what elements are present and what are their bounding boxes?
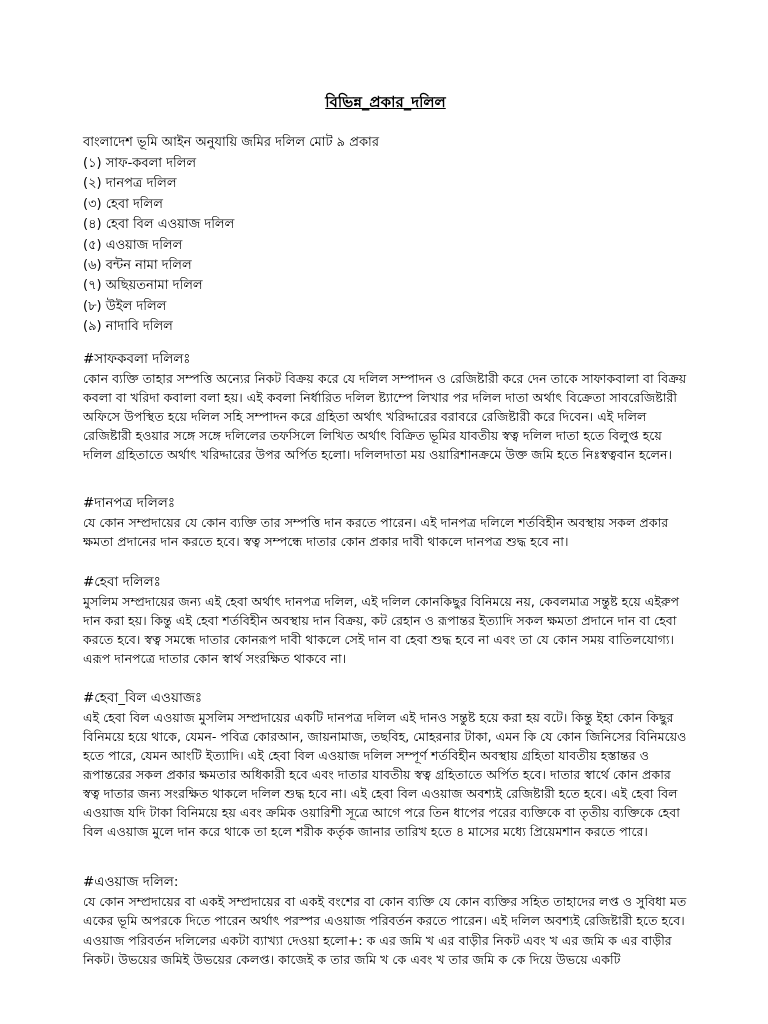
section-heba-bil-ewaj [83, 689, 688, 841]
list-item: (১) সাফ-কবলা দলিল [83, 156, 197, 171]
section-danpatra [83, 494, 688, 551]
list-item: (৭) অছিয়তনামা দলিল [83, 278, 203, 294]
intro-text: বাংলাদেশ ভূমি আইন অনুযায়ি জমির দলিল মোট ৯ প্রকার [83, 135, 379, 150]
section-paragraph: এওয়াজ পরিবর্তন দলিলের একটা ব্যাখ্যা দেওয়া হলো+: ক এর জমি খ এর বাড়ীর নিকট এবং খ এর জমি ক এর বাড়ীর নিকট। উভয়ের জমিই উভয়ের কেলপ্ত। কাজেই ক তার জমি খ কে এবং খ তার জমি ক কে দিয়ে উভয়ে একটি [83, 933, 672, 967]
section-heading: #হেবা_বিল এওয়াজঃ [83, 690, 203, 706]
list-item: (৬) বন্টন নামা দলিল [83, 257, 192, 273]
list-item: (৫) এওয়াজ দলিল [83, 237, 183, 253]
document-title: বিভিন্ন_প্রকার_দলিল [325, 93, 446, 111]
section-heba [83, 573, 688, 668]
section-paragraph: মুসলিম সম্প্রদায়ের জন্য এই হেবা অর্থাৎ দানপত্র দলিল, এই দলিল কোনকিছুর বিনিময়ে নয়, কেবলমাত্র সন্তুষ্ট হয়ে এইরুপ দান করা হয়। কিন্তু এই হেবা শর্তবিহীন অবস্থায় দান বিক্রয়, কট রেহান ও রূপান্তর ইত্যাদি সকল ক্ষমতা প্রদানে দান বা হেবা করতে হবে। স্বত্ব সমন্ধে দাতার কোনরূপ দাবী থাকলে সেই দান বা হেবা শুদ্ধ হবে না এবং তা যে কোন সময় বাতিলযোগ্য। এরূপ দানপত্রে দাতার কোন স্বার্থ সংরক্ষিত থাকবে না। [83, 594, 680, 666]
section-saf-kabala [83, 350, 688, 464]
section-heading: #হেবা দলিলঃ [83, 574, 161, 590]
list-item: (৪) হেবা বিল এওয়াজ দলিল [83, 217, 235, 233]
section-heading: #এওয়াজ দলিল: [83, 874, 179, 890]
section-paragraph: এই হেবা বিল এওয়াজ মুসলিম সম্প্রদায়ের একটি দানপত্র দলিল এই দানও সন্তুষ্ট হয়ে করা হয় বটে। কিন্তু ইহা কোন কিছুর বিনিময়ে হয়ে থাকে, যেমন- পবিত্র কোরআন, জায়নামাজ, তছবিহ, মোহরনার টাকা, এমন কি যে কোন জিনিসের বিনিময়েও হতে পারে, যেমন আংটি ইত্যাদি। এই হেবা বিল এওয়াজ দলিল সম্পূর্ণ শর্তবিহীন অবস্থায় গ্রহিতা যাবতীয় হস্তান্তর ও রূপান্তরের সকল প্রকার ক্ষমতার অধিকারী হবে এবং দাতার যাবতীয় স্বত্ব গ্রহিতাতে অর্পিত হবে। দাতার স্বার্থে কোন প্রকার স্বত্ব দাতার জন্য সংরক্ষিত থাকলে দলিল শুদ্ধ হবে না। এই হেবা বিল এওয়াজ অবশ্যই রেজিষ্টারী হতে হবে। এই হেবা বিল এওয়াজ যদি টাকা বিনিময়ে হয় এবং ক্রমিক ওয়ারিশী সূত্রে আগে পরে তিন ধাপের পরের ব্যক্তিকে বা তৃতীয় ব্যক্তিকে হেবা বিল এওয়াজ মুলে দান করে থাকে তা হলে শরীক কর্তৃক জানার তারিখ হতে ৪ মাসের মধ্যে প্রিয়েমশান করতে পারে। [83, 710, 687, 839]
section-paragraph: যে কোন সম্প্রদায়ের যে কোন ব্যক্তি তার সম্পত্তি দান করতে পারেন। এই দানপত্র দলিলে শর্তবিহীন অবস্থায় সকল প্রকার ক্ষমতা প্রদানের দান করতে হবে। স্বত্ব সম্পন্ধে দাতার কোন প্রকার দাবী থাকলে দানপত্র শুদ্ধ হবে না। [83, 515, 669, 549]
section-heading: #সাফকবলা দলিলঃ [83, 351, 191, 367]
section-ewaj [83, 873, 688, 969]
list-item: (৮) উইল দলিল [83, 298, 167, 314]
section-paragraph: যে কোন সম্প্রদায়ের বা একই সম্প্রদায়ের বা একই বংশের বা কোন ব্যক্তি যে কোন ব্যক্তির সহিত তাহাদের লপ্ত ও সুবিধা মত একের ভূমি অপরকে দিতে পারেন অর্থাৎ পরস্পর এওয়াজ পরিবর্তন করতে পারেন। এই দলিল অবশ্যই রেজিষ্টারী হতে হবে। [83, 894, 687, 928]
section-heading: #দানপত্র দলিলঃ [83, 495, 176, 511]
deed-types-list [83, 154, 688, 338]
list-item: (২) দানপত্র দলিল [83, 176, 177, 192]
intro-block [83, 133, 688, 338]
list-item: (৯) নাদাবি দলিল [83, 319, 173, 335]
section-paragraph: কোন ব্যক্তি তাহার সম্পত্তি অন্যের নিকট বিক্রয় করে যে দলিল সম্পাদন ও রেজিষ্টারী করে দেন তাকে সাফাকবালা বা বিক্রয় কবলা বা খরিদা কবালা বলা হয়। এই কবলা নির্ধারিত দলিল ষ্ট্যাম্পে লিখার পর দলিল দাতা অর্থাৎ বিক্রেতা সাবরেজিষ্টারী অফিসে উপস্থিত হয়ে দলিল সহি সম্পাদন করে গ্রহিতা অর্থাৎ খরিদ্দারের বরাবরে রেজিষ্টারী করে দিবেন। এই দলিল রেজিষ্টারী হওয়ার সঙ্গে সঙ্গে দলিলের তফসিলে লিখিত অর্থাৎ বিক্রিত ভূমির যাবতীয় স্বত্ব দলিল দাতা হতে বিলুপ্ত হয়ে দলিল গ্রহিতাতে অর্থাৎ খরিদ্দারের উপর অর্পিত হলো। দলিলদাতা ময় ওয়ারিশানক্রমে উক্ত জমি হতে নিঃস্বত্ববান হলেন। [83, 371, 687, 462]
list-item: (৩) হেবা দলিল [83, 196, 163, 212]
